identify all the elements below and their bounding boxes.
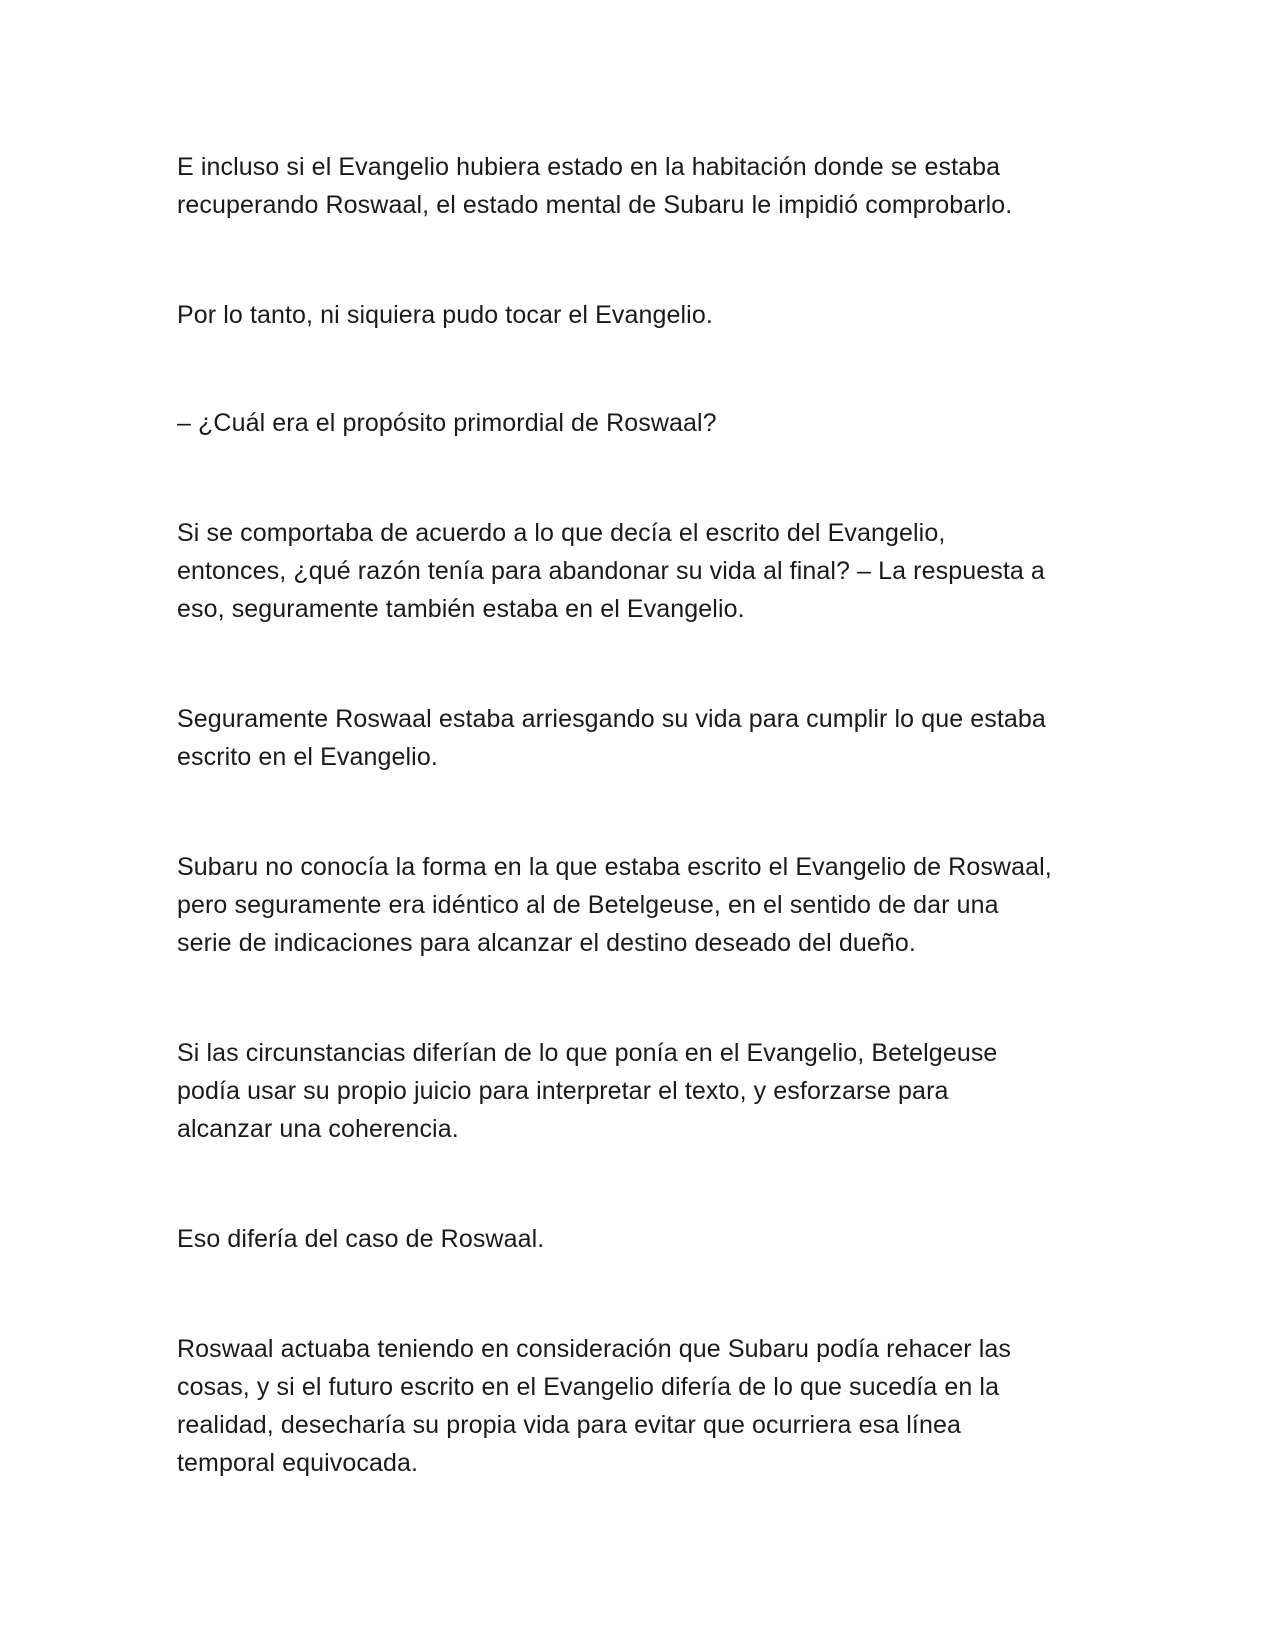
- paragraph-line: Por lo tanto, ni siquiera pudo tocar el Evangelio.: [177, 301, 713, 329]
- paragraph-3: [177, 404, 1107, 442]
- paragraph-8: [177, 1220, 1107, 1258]
- paragraph-line: temporal equivocada.: [177, 1449, 419, 1477]
- paragraph-line: entonces, ¿qué razón tenía para abandonar su vida al final? – La respuesta a: [177, 557, 1045, 585]
- paragraph-4: [177, 514, 1107, 628]
- paragraph-line: Si se comportaba de acuerdo a lo que decía el escrito del Evangelio,: [177, 519, 946, 547]
- paragraph-line: Si las circunstancias diferían de lo que ponía en el Evangelio, Betelgeuse: [177, 1039, 998, 1067]
- paragraph-line: alcanzar una coherencia.: [177, 1115, 459, 1143]
- paragraph-line: pero seguramente era idéntico al de Betelgeuse, en el sentido de dar una: [177, 891, 999, 919]
- paragraph-line: cosas, y si el futuro escrito en el Evangelio difería de lo que sucedía en la: [177, 1373, 1000, 1401]
- paragraph-line: escrito en el Evangelio.: [177, 743, 438, 771]
- paragraph-9: [177, 1330, 1107, 1482]
- paragraph-line: – ¿Cuál era el propósito primordial de Roswaal?: [177, 409, 717, 437]
- paragraph-1: [177, 148, 1107, 224]
- paragraph-line: Subaru no conocía la forma en la que estaba escrito el Evangelio de Roswaal,: [177, 853, 1052, 881]
- paragraph-line: Seguramente Roswaal estaba arriesgando su vida para cumplir lo que estaba: [177, 705, 1046, 733]
- paragraph-2: [177, 296, 1107, 334]
- paragraph-line: E incluso si el Evangelio hubiera estado en la habitación donde se estaba: [177, 153, 1001, 181]
- paragraph-7: [177, 1034, 1107, 1148]
- paragraph-line: Eso difería del caso de Roswaal.: [177, 1225, 545, 1253]
- paragraph-line: eso, seguramente también estaba en el Evangelio.: [177, 595, 745, 623]
- text-column: [177, 148, 1107, 1482]
- paragraph-line: Roswaal actuaba teniendo en consideración que Subaru podía rehacer las: [177, 1335, 1011, 1363]
- paragraph-line: realidad, desecharía su propia vida para evitar que ocurriera esa línea: [177, 1411, 961, 1439]
- paragraph-5: [177, 700, 1107, 776]
- paragraph-6: [177, 848, 1107, 962]
- paragraph-line: recuperando Roswaal, el estado mental de Subaru le impidió comprobarlo.: [177, 191, 1013, 219]
- paragraph-line: podía usar su propio juicio para interpretar el texto, y esforzarse para: [177, 1077, 949, 1105]
- paragraph-line: serie de indicaciones para alcanzar el destino deseado del dueño.: [177, 929, 916, 957]
